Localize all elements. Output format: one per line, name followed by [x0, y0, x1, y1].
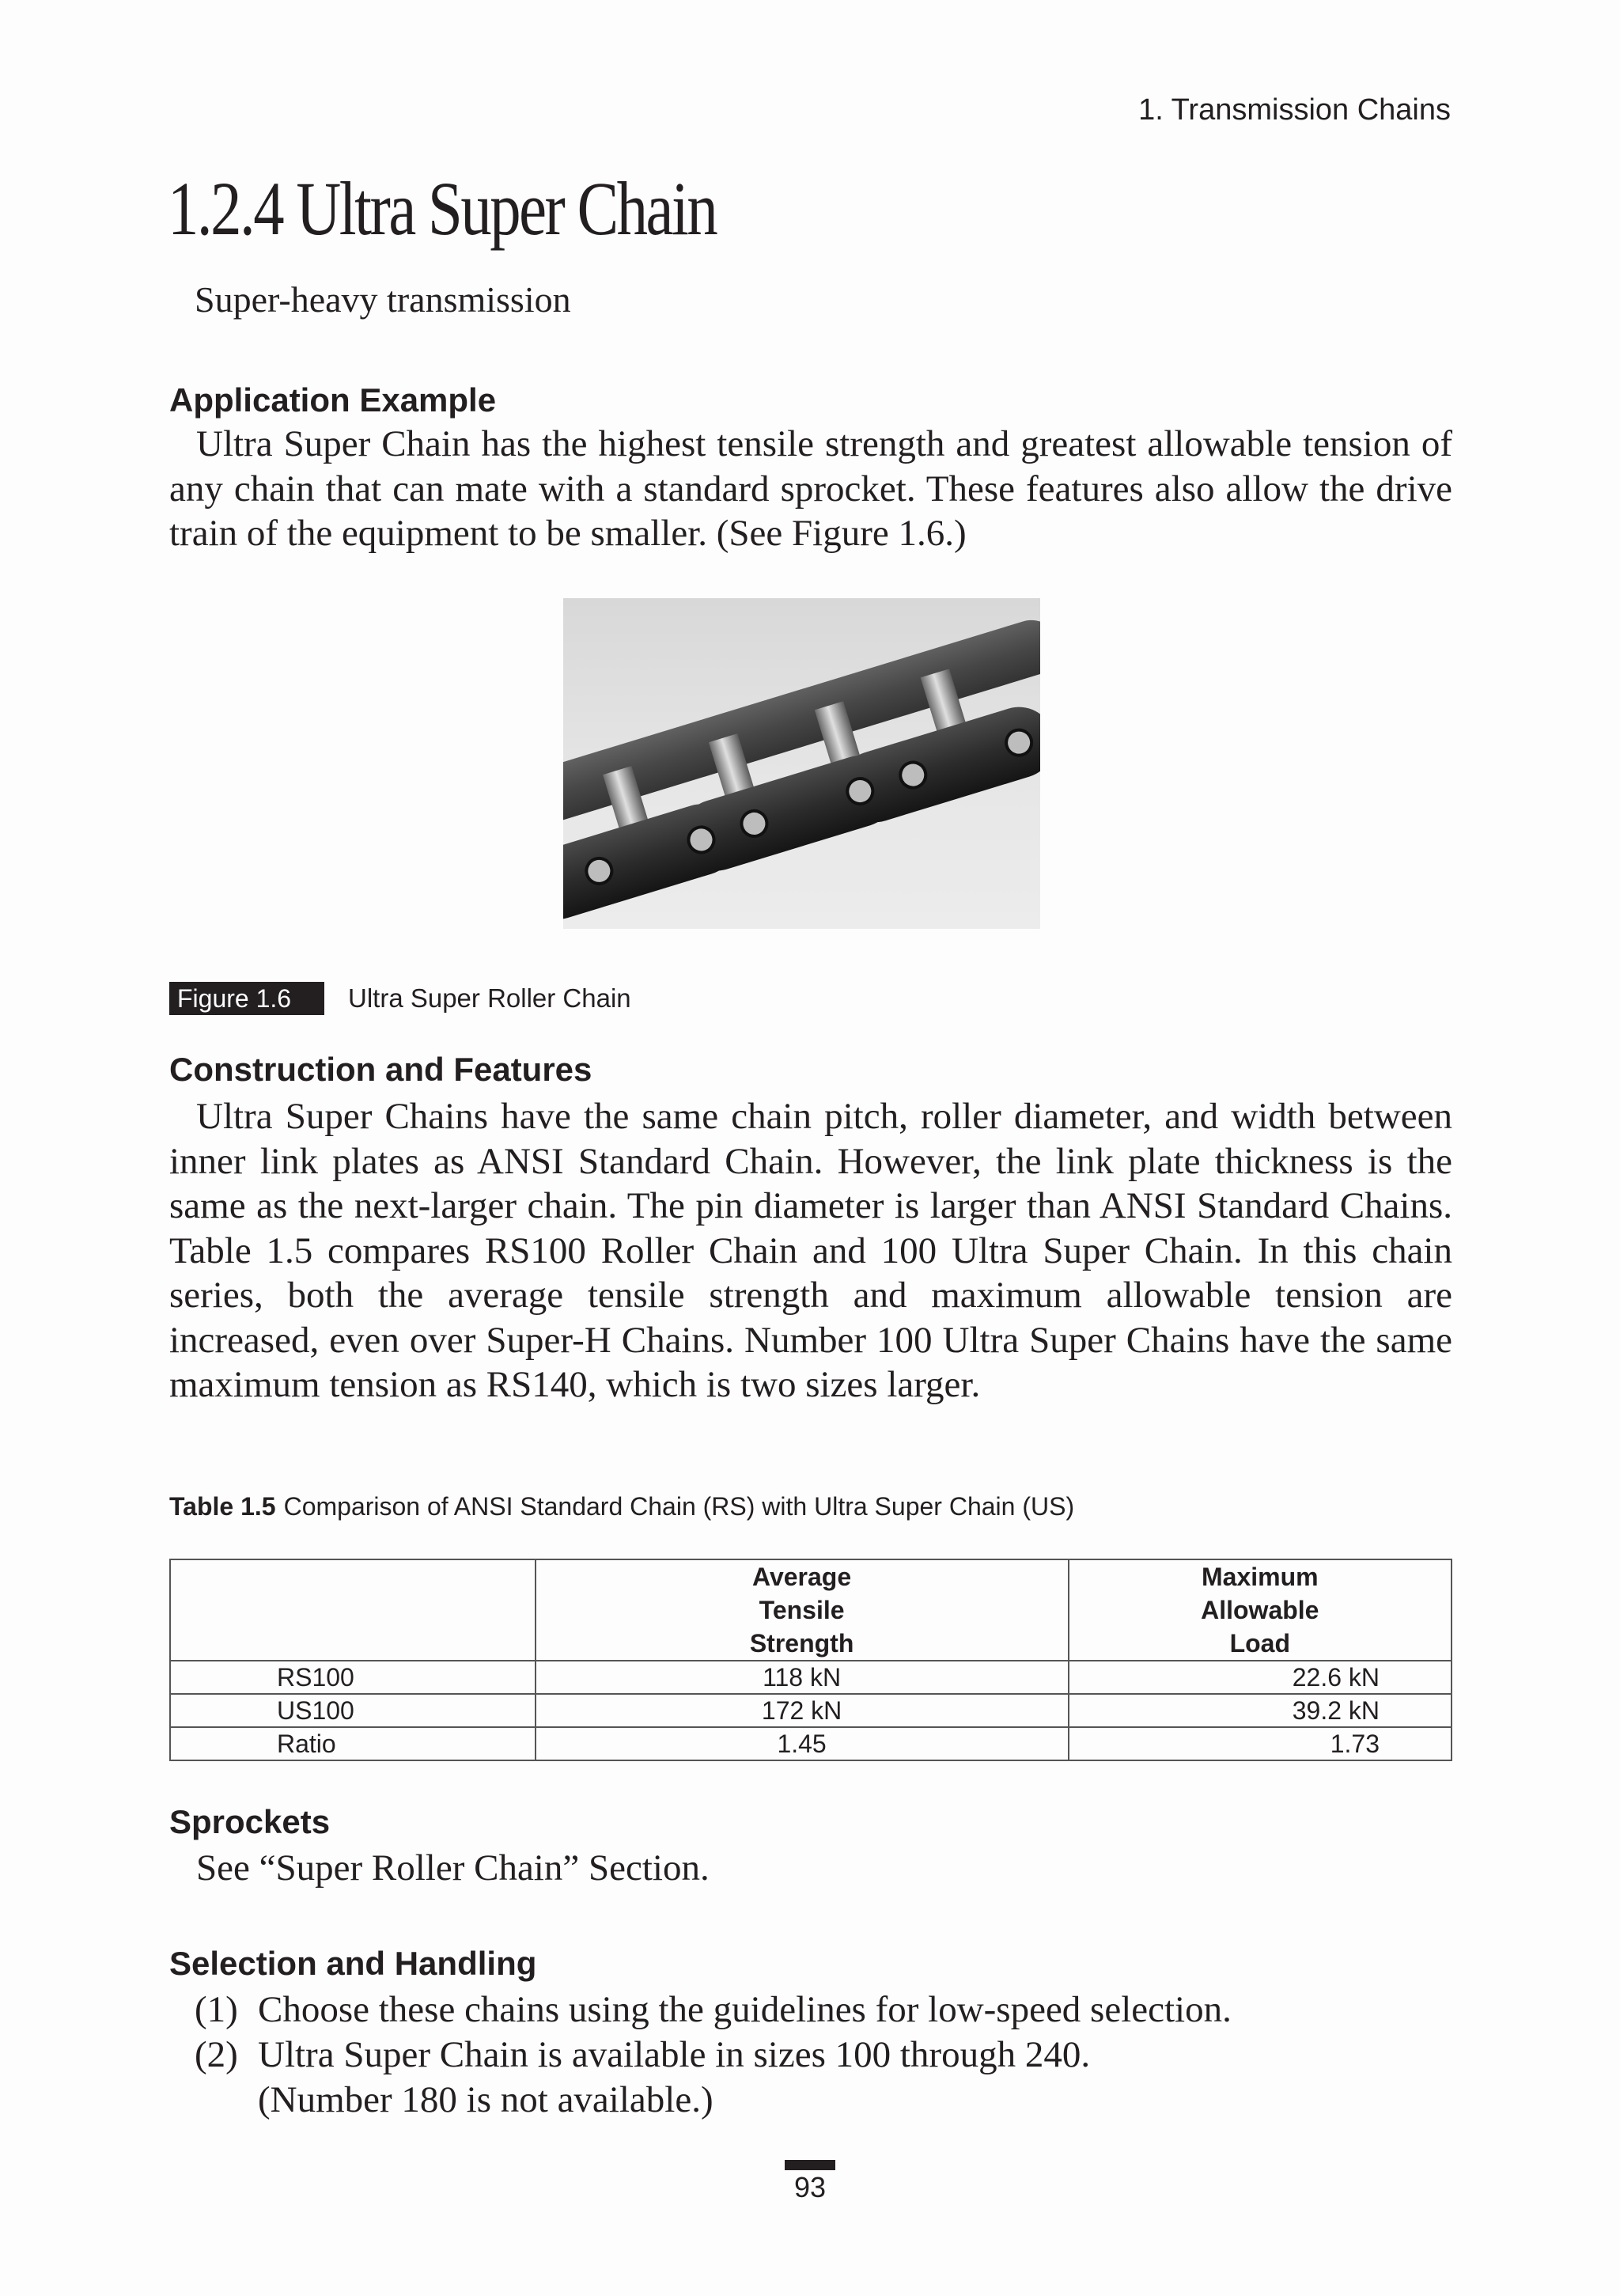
table-row — [170, 1694, 1452, 1727]
row-label: US100 — [170, 1694, 536, 1727]
sprockets-text: See “Super Roller Chain” Section. — [196, 1847, 710, 1889]
roller-chain-photo — [563, 598, 1040, 929]
list-item-number: (1) — [195, 1989, 238, 2030]
row-load: 39.2 kN — [1069, 1694, 1452, 1727]
construction-heading: Construction and Features — [169, 1051, 592, 1088]
page-number: 93 — [793, 2171, 827, 2203]
row-tensile: 118 kN — [536, 1661, 1069, 1694]
row-load: 1.73 — [1069, 1727, 1452, 1760]
list-item-number: (2) — [195, 2034, 238, 2075]
table-row — [170, 1661, 1452, 1694]
figure-caption: Ultra Super Roller Chain — [348, 983, 631, 1013]
page-subtitle: Super-heavy transmission — [195, 279, 571, 320]
sprockets-heading: Sprockets — [169, 1803, 331, 1840]
running-header: 1. Transmission Chains — [1138, 93, 1451, 127]
header-average-tensile-strength: Average Tensile Strength — [536, 1559, 1069, 1661]
list-item: Choose these chains using the guidelines for low-speed selection. — [258, 1989, 1232, 2030]
row-label: Ratio — [170, 1727, 536, 1760]
list-item: Ultra Super Chain is available in sizes 100 through 240. — [258, 2034, 1091, 2075]
comparison-table — [169, 1559, 1452, 1761]
table-caption-text: Comparison of ANSI Standard Chain (RS) with Ultra Super Chain (US) — [283, 1492, 1075, 1521]
page-number-bar — [785, 2160, 835, 2170]
page-title: 1.2.4 Ultra Super Chain — [168, 166, 717, 251]
list-item-note: (Number 180 is not available.) — [258, 2079, 713, 2120]
header-blank — [170, 1559, 536, 1661]
table-number: Table 1.5 — [169, 1492, 276, 1521]
row-load: 22.6 kN — [1069, 1661, 1452, 1694]
selection-heading: Selection and Handling — [169, 1945, 537, 1982]
construction-text: Ultra Super Chains have the same chain pitch, roller diameter, and width between inner link plates as ANSI Standard Chain. However, the link plate thickness is the same as the next-larger chain. The pin diameter is larger than ANSI Standard Chains. Table 1.5 compares RS100 Roller Chain and 100 Ultra Super Chain. In this chain series, both the average tensile strength and maximum allowable tension are increased, even over Super-H Chains. Number 100 Ultra Super Chains have the same maximum tension as RS140, which is two sizes larger. — [169, 1096, 1452, 1405]
table-row — [170, 1727, 1452, 1760]
application-example-text: Ultra Super Chain has the highest tensile strength and greatest allowable tension of any chain that can mate with a standard sprocket. These features also allow the drive train of the equipment to be smaller. (See Figure 1.6.) — [169, 423, 1452, 554]
row-tensile: 1.45 — [536, 1727, 1069, 1760]
table-caption — [169, 1492, 1074, 1521]
figure-label: Figure 1.6 — [169, 982, 324, 1015]
row-tensile: 172 kN — [536, 1694, 1069, 1727]
table-header-row — [170, 1559, 1452, 1661]
header-maximum-allowable-load: Maximum Allowable Load — [1069, 1559, 1452, 1661]
application-example-heading: Application Example — [169, 381, 497, 419]
row-label: RS100 — [170, 1661, 536, 1694]
